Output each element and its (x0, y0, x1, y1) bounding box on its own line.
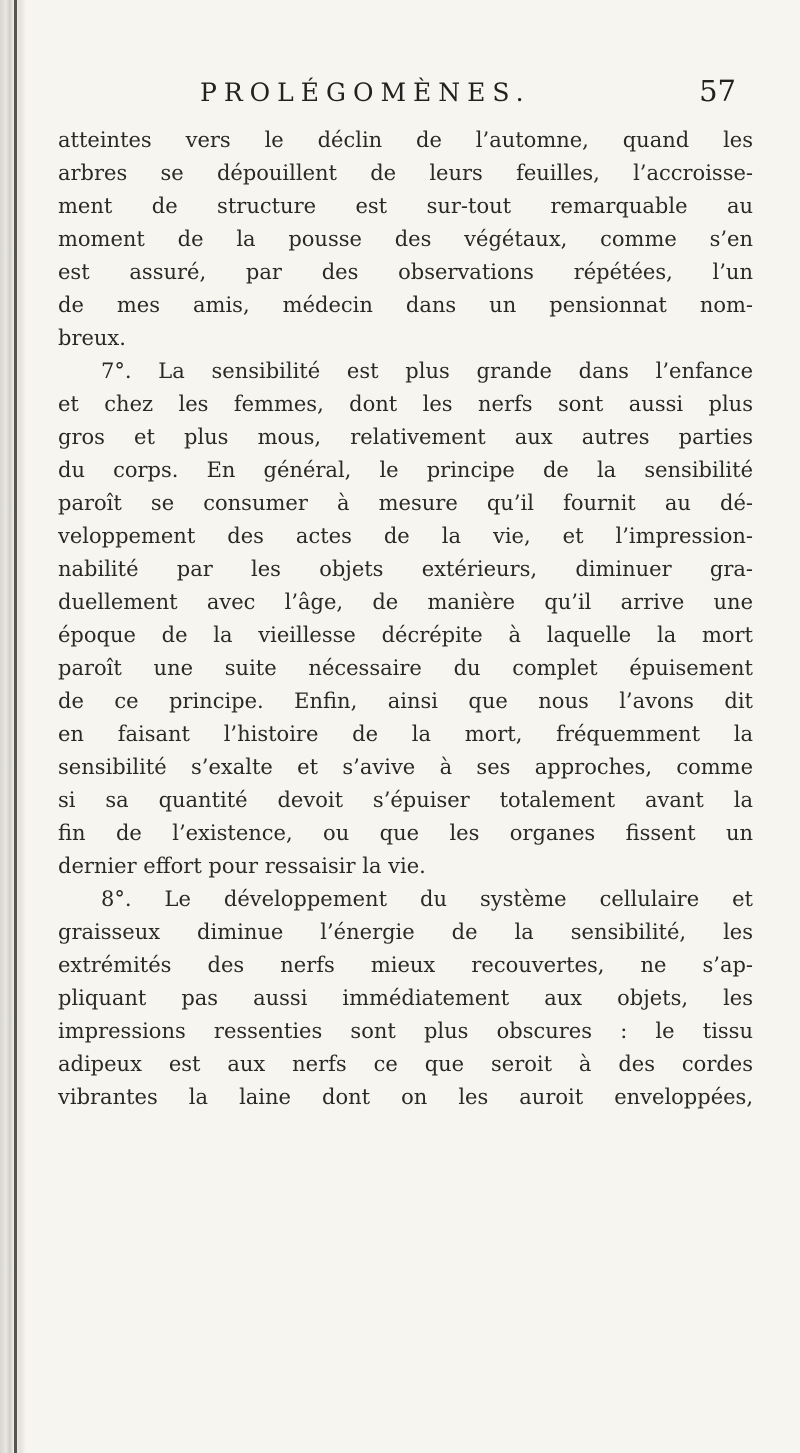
text-line: de mes amis, médecin dans un pensionnat nom- (58, 293, 753, 317)
text-line: extrémités des nerfs mieux recouvertes, ne s’ap- (58, 953, 753, 977)
text-line: paroît une suite nécessaire du complet épuisement (58, 656, 753, 680)
text-line: sensibilité s’exalte et s’avive à ses approches, comme (58, 755, 753, 779)
text-line: fin de l’existence, ou que les organes fissent un (58, 821, 753, 845)
text-line: nabilité par les objets extérieurs, diminuer gra- (58, 557, 753, 581)
text-line: est assuré, par des observations répétées, l’un (58, 260, 753, 284)
running-title: PROLÉGOMÈNES. (200, 78, 531, 107)
text-line: vibrantes la laine dont on les auroit enveloppées, (58, 1085, 753, 1109)
text-line: breux. (58, 326, 126, 350)
text-line: veloppement des actes de la vie, et l’impression- (58, 524, 753, 548)
text-line: dernier effort pour ressaisir la vie. (58, 854, 426, 878)
text-line: époque de la vieillesse décrépite à laquelle la mort (58, 623, 753, 647)
text-line: du corps. En général, le principe de la sensibilité (58, 458, 753, 482)
text-line: adipeux est aux nerfs ce que seroit à des cordes (58, 1052, 753, 1076)
text-line: pliquant pas aussi immédiatement aux objets, les (58, 986, 753, 1010)
text-line: paroît se consumer à mesure qu’il fournit au dé- (58, 491, 753, 515)
text-line: moment de la pousse des végétaux, comme s’en (58, 227, 753, 251)
text-line: gros et plus mous, relativement aux autres parties (58, 425, 753, 449)
text-line: arbres se dépouillent de leurs feuilles, l’accroisse- (58, 161, 753, 185)
text-line: graisseux diminue l’énergie de la sensibilité, les (58, 920, 753, 944)
text-line: de ce principe. Enfin, ainsi que nous l’avons dit (58, 689, 753, 713)
paragraph-start-line: 7°. La sensibilité est plus grande dans l’enfance (101, 359, 753, 383)
paragraph-start-line: 8°. Le développement du système cellulaire et (101, 887, 753, 911)
binding-shadow (14, 0, 17, 1453)
page-gutter (0, 0, 26, 1453)
page-number: 57 (699, 74, 736, 108)
text-line: duellement avec l’âge, de manière qu’il arrive une (58, 590, 753, 614)
page-header (60, 74, 750, 118)
body-text (58, 124, 753, 1114)
text-line: atteintes vers le déclin de l’automne, quand les (58, 128, 753, 152)
text-line: et chez les femmes, dont les nerfs sont aussi plus (58, 392, 753, 416)
text-line: si sa quantité devoit s’épuiser totalement avant la (58, 788, 753, 812)
text-line: en faisant l’histoire de la mort, fréquemment la (58, 722, 753, 746)
text-line: ment de structure est sur-tout remarquable au (58, 194, 753, 218)
text-line: impressions ressenties sont plus obscures : le tissu (58, 1019, 753, 1043)
